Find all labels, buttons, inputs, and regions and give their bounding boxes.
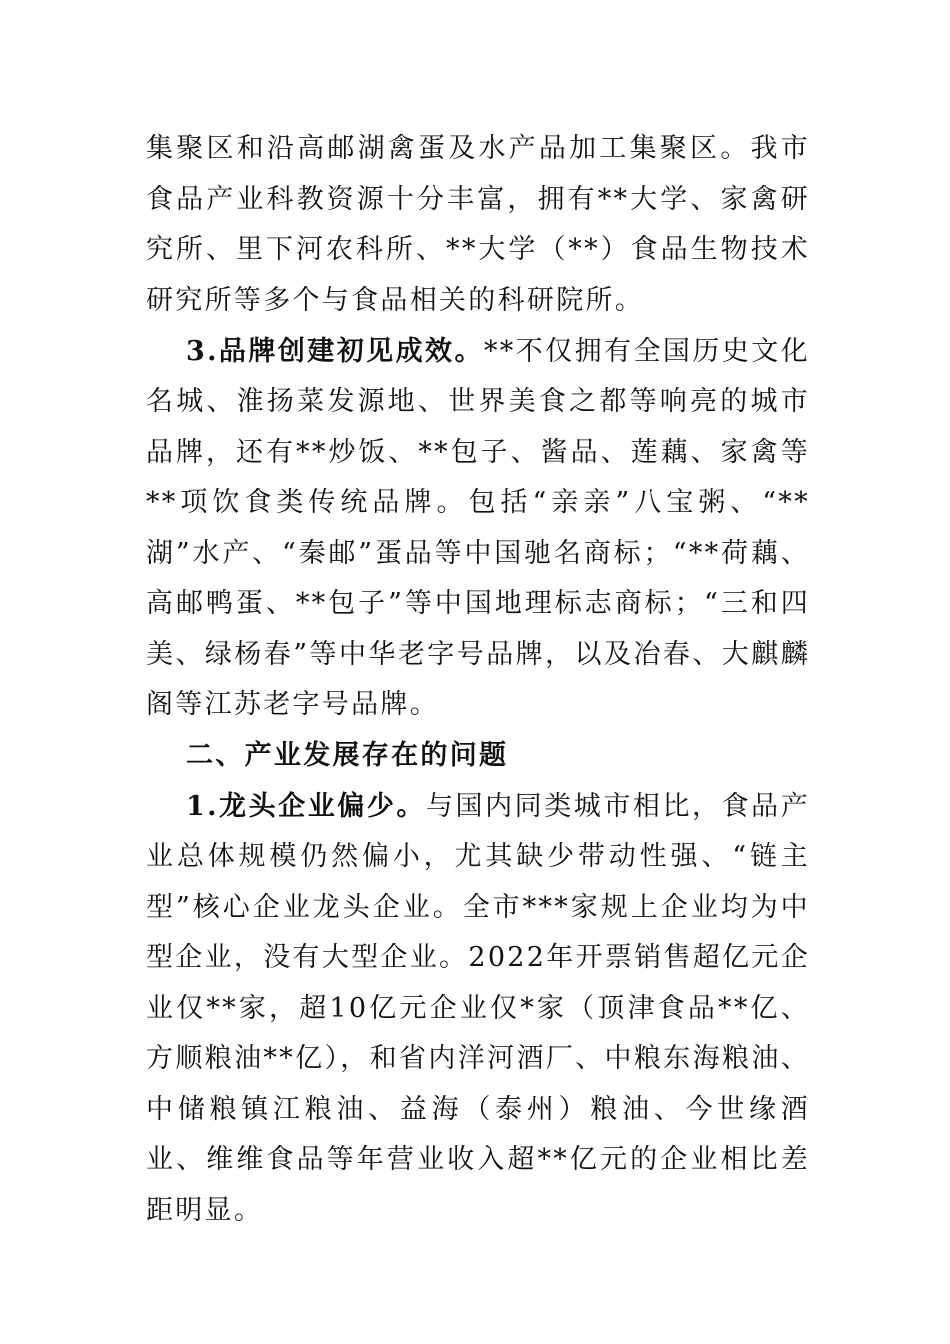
paragraph-brand-building (146, 327, 810, 731)
paragraph-text: **不仅拥有全国历史文化名城、淮扬菜发源地、世界美食之都等响亮的城市品牌，还有**炒饭、**包子、酱品、莲藕、家禽等**项饮食类传统品牌。包括“亲亲”八宝粥、“**湖”水产、“秦邮”蛋品等中国驰名商标；“**荷藕、高邮鸭蛋、**包子”等中国地理标志商标；“三和四美、绿杨春”等中华老字号品牌，以及冶春、大麒麟阁等江苏老字号品牌。 (146, 335, 810, 720)
paragraph-lead-heading: 1.龙头企业偏少。 (186, 790, 426, 822)
paragraph-research-institutes (146, 124, 810, 326)
paragraph-leading-enterprises (146, 782, 810, 1237)
paragraph-text: 集聚区和沿高邮湖禽蛋及水产品加工集聚区。我市食品产业科教资源十分丰富，拥有**大学、家禽研究所、里下河农科所、**大学（**）食品生物技术研究所等多个与食品相关的科研院所。 (146, 133, 810, 316)
paragraph-lead-heading: 3.品牌创建初见成效。 (186, 335, 484, 367)
document-page (146, 124, 810, 1236)
paragraph-text: 与国内同类城市相比，食品产业总体规模仍然偏小，尤其缺少带动性强、“链主型”核心企业龙头企业。全市***家规上企业均为中型企业，没有大型企业。2022年开票销售超亿元企业仅**家，超10亿元企业仅*家（顶津食品**亿、方顺粮油**亿），和省内洋河酒厂、中粮东海粮油、中储粮镇江粮油、益海（泰州）粮油、今世缘酒业、维维食品等年营业收入超**亿元的企业相比差距明显。 (146, 790, 810, 1226)
section-heading: 二、产业发展存在的问题 (186, 739, 509, 771)
